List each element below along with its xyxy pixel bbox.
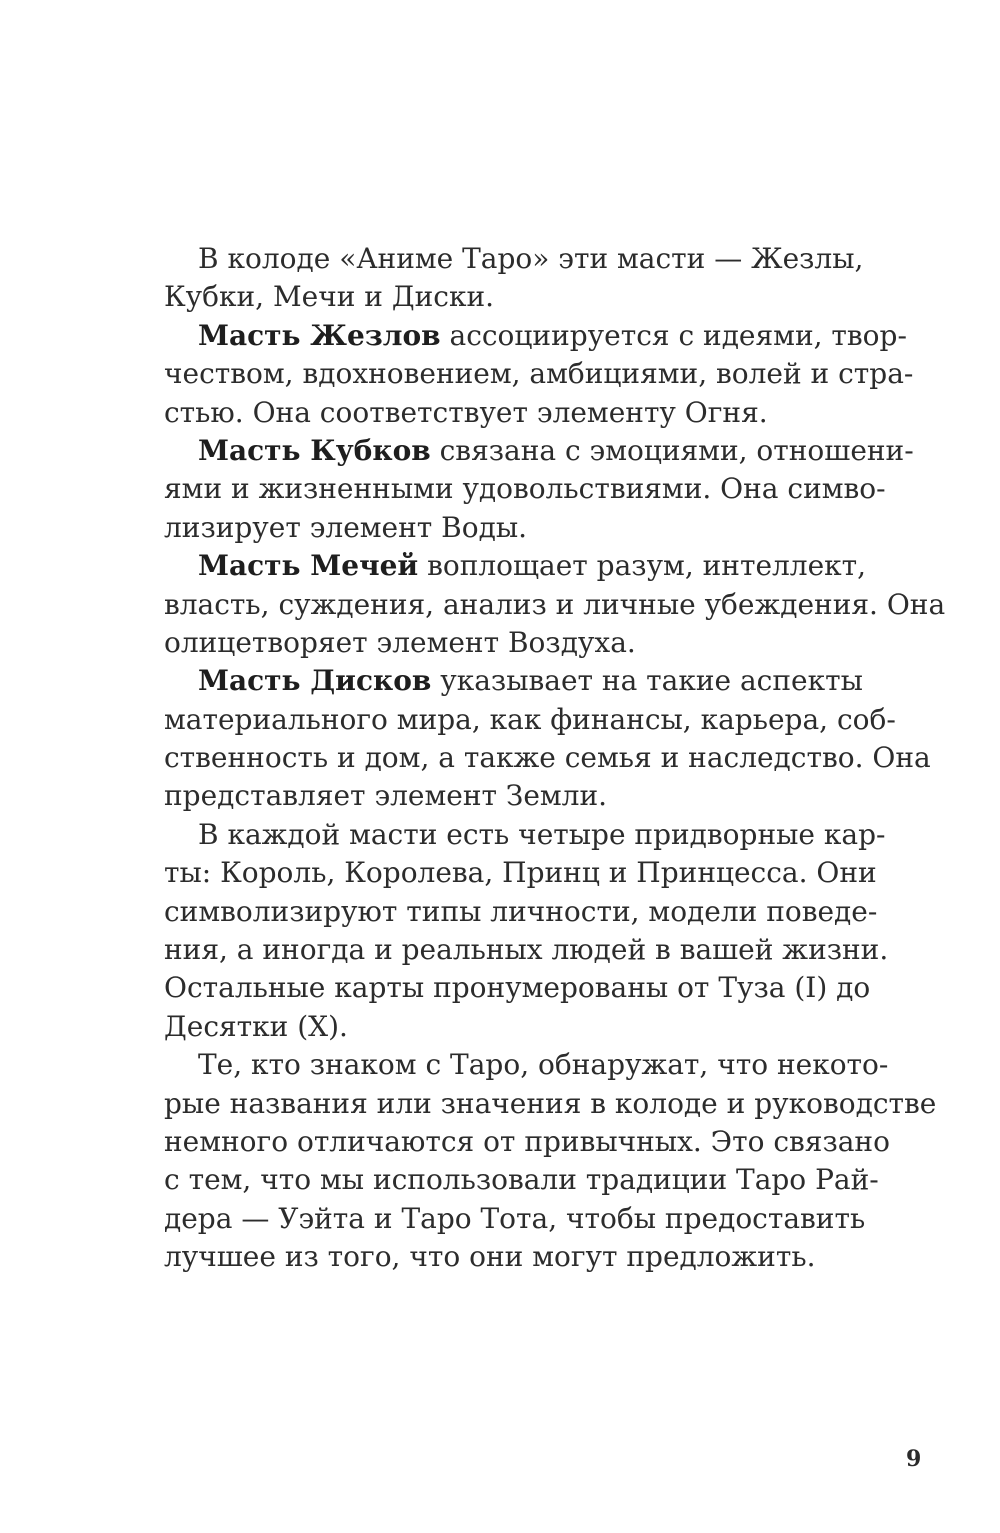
text-line: олицетворяет элемент Воздуха. bbox=[164, 625, 636, 659]
suit-heading-wands: Масть Жезлов bbox=[198, 318, 441, 352]
text-line: Те, кто знаком с Таро, обнаружат, что некото- bbox=[198, 1048, 889, 1082]
suit-heading-disks: Масть Дисков bbox=[198, 664, 432, 698]
text-line: Масть Жезлов ассоциируется с идеями, твор- bbox=[198, 318, 907, 352]
text-line: представляет элемент Земли. bbox=[164, 779, 608, 813]
suit-heading-swords: Масть Мечей bbox=[198, 549, 419, 583]
text-line: Десятки (X). bbox=[164, 1009, 348, 1043]
text-line: ты: Король, Королева, Принц и Принцесса. Они bbox=[164, 856, 877, 890]
text-line: власть, суждения, анализ и личные убеждения. Она bbox=[164, 587, 946, 621]
text-line: Масть Мечей воплощает разум, интеллект, bbox=[198, 549, 867, 583]
text-line: с тем, что мы использовали традиции Таро Рай- bbox=[164, 1163, 879, 1197]
suit-heading-cups: Масть Кубков bbox=[198, 433, 431, 467]
text-line: ния, а иногда и реальных людей в вашей жизни. bbox=[164, 933, 889, 967]
text-line: дера — Уэйта и Таро Тота, чтобы предоставить bbox=[164, 1201, 866, 1235]
text-line: Кубки, Мечи и Диски. bbox=[164, 280, 495, 314]
text-line: Масть Кубков связана с эмоциями, отношени- bbox=[198, 433, 914, 467]
text-line: материального мира, как финансы, карьера, соб- bbox=[164, 702, 896, 736]
text-line: В каждой масти есть четыре придворные кар- bbox=[198, 817, 886, 851]
text-line: лизирует элемент Воды. bbox=[164, 510, 528, 544]
text-line: Масть Дисков указывает на такие аспекты bbox=[198, 664, 863, 698]
text-line: символизируют типы личности, модели поведе- bbox=[164, 894, 878, 928]
text-line: стью. Она соответствует элементу Огня. bbox=[164, 395, 768, 429]
text-line: ями и жизненными удовольствиями. Она симво- bbox=[164, 472, 886, 506]
text-line: Остальные карты пронумерованы от Туза (I) до bbox=[164, 971, 871, 1005]
text-line: ственность и дом, а также семья и наследство. Она bbox=[164, 741, 931, 775]
body-text bbox=[164, 240, 946, 1277]
text-line: чеством, вдохновением, амбициями, волей и стра- bbox=[164, 357, 914, 391]
text-line: лучшее из того, что они могут предложить. bbox=[164, 1240, 816, 1274]
page-number: 9 bbox=[906, 1446, 922, 1472]
text-line: рые названия или значения в колоде и руководстве bbox=[164, 1086, 937, 1120]
text-line: немного отличаются от привычных. Это связано bbox=[164, 1124, 890, 1158]
text-line: В колоде «Аниме Таро» эти масти — Жезлы, bbox=[198, 242, 864, 275]
